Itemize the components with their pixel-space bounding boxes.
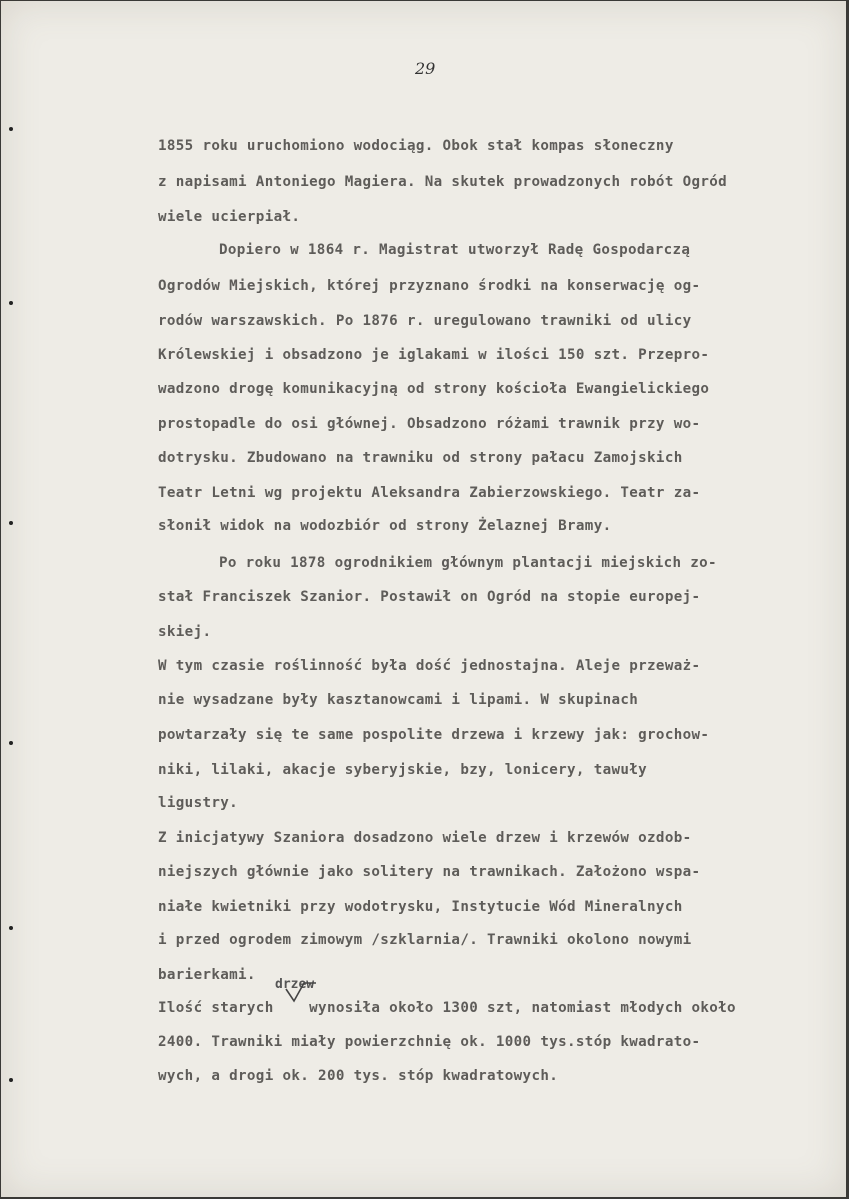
text-line: powtarzały się te same pospolite drzewa i krzewy jak: grochow-	[158, 727, 710, 743]
page-number: 29	[415, 59, 436, 78]
text-line: wiele ucierpiał.	[158, 209, 301, 225]
text-line: niejszych głównie jako solitery na trawnikach. Założono wspa-	[158, 864, 701, 880]
text-line: niałe kwietniki przy wodotrysku, Instytucie Wód Mineralnych	[158, 899, 683, 915]
text-line: 1855 roku uruchomiono wodociąg. Obok stał kompas słoneczny	[158, 138, 674, 154]
text-line: Ilość starych wynosiła około 1300 szt, natomiast młodych około	[158, 1000, 736, 1016]
text-line: skiej.	[158, 624, 212, 640]
text-line: nie wysadzane były kasztanowcami i lipami. W skupinach	[158, 692, 639, 708]
text-line: wadzono drogę komunikacyjną od strony kościoła Ewangielickiego	[158, 381, 710, 397]
text-line: niki, lilaki, akacje syberyjskie, bzy, lonicery, tawuły	[158, 762, 648, 778]
text-line: i przed ogrodem zimowym /szklarnia/. Trawniki okolono nowymi	[158, 932, 692, 948]
text-line: ligustry.	[158, 795, 239, 811]
binding-hole-mark	[9, 926, 13, 930]
text-line: W tym czasie roślinność była dość jednostajna. Aleje przeważ-	[158, 658, 701, 674]
document-page	[1, 1, 846, 1197]
handwritten-insertion: drzew	[275, 977, 315, 992]
text-line: z napisami Antoniego Magiera. Na skutek prowadzonych robót Ogród	[158, 174, 728, 190]
binding-hole-mark	[9, 741, 13, 745]
text-line: stał Franciszek Szanior. Postawił on Ogród na stopie europej-	[158, 589, 701, 605]
text-line: prostopadle do osi głównej. Obsadzono różami trawnik przy wo-	[158, 416, 701, 432]
text-line: rodów warszawskich. Po 1876 r. uregulowano trawniki od ulicy	[158, 313, 692, 329]
text-line: Królewskiej i obsadzono je iglakami w ilości 150 szt. Przepro-	[158, 347, 710, 363]
binding-hole-mark	[9, 521, 13, 525]
text-line: Po roku 1878 ogrodnikiem głównym plantacji miejskich zo-	[219, 555, 717, 571]
binding-hole-mark	[9, 127, 13, 131]
text-line: Dopiero w 1864 r. Magistrat utworzył Radę Gospodarczą	[219, 242, 691, 258]
text-line: Z inicjatywy Szaniora dosadzono wiele drzew i krzewów ozdob-	[158, 830, 692, 846]
binding-hole-mark	[9, 1078, 13, 1082]
text-line: Teatr Letni wg projektu Aleksandra Zabierzowskiego. Teatr za-	[158, 485, 701, 501]
text-line: słonił widok na wodozbiór od strony Żelaznej Bramy.	[158, 518, 612, 534]
text-line: dotrysku. Zbudowano na trawniku od strony pałacu Zamojskich	[158, 450, 683, 466]
text-line: Ogrodów Miejskich, której przyznano środki na konserwację og-	[158, 278, 701, 294]
text-line: 2400. Trawniki miały powierzchnię ok. 1000 tys.stóp kwadrato-	[158, 1034, 701, 1050]
binding-hole-mark	[9, 301, 13, 305]
text-line: wych, a drogi ok. 200 tys. stóp kwadratowych.	[158, 1068, 559, 1084]
text-line: barierkami.	[158, 967, 256, 983]
